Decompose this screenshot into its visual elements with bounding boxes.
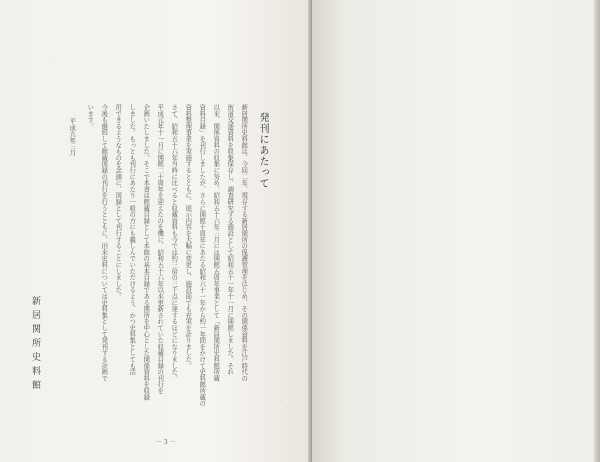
- body-line: しました。もっとも刊行にあたり一般の方にも親しんでいただけるよう、かつ史料集としても活: [128, 104, 136, 375]
- body-line: 企画いたしました。そこで本書は館蔵目録として本館の基本目録である関所を中心とした関係資料を収録: [142, 104, 150, 401]
- page-edge: [594, 0, 600, 462]
- right-page-blank: [312, 0, 600, 462]
- body-line: 資料目録」を刊行しましたが、さらに開館十周年にあたる昭和六十一年から約一年間をかけて史料館所蔵の: [198, 104, 206, 407]
- body-line: 用できるようなものを念頭に、図録として刊行することにしました。: [114, 104, 122, 300]
- signature: 新居関所史料館: [30, 296, 40, 394]
- page-number: － 3 －: [156, 439, 176, 446]
- body-line: います。: [86, 104, 94, 130]
- body-line: 資料整理事業を実施するとともに、展示内容を大幅に変更し、施設面でも充実を計りました。: [184, 104, 192, 369]
- page-title: 発刊にあたって: [257, 112, 268, 189]
- body-line: 平成元年十一月に開館二十周年を迎えたのを機に、昭和五十六年以来更新されていた収蔵目録の刊行を: [156, 104, 164, 394]
- body-line: さて、昭和五十六年当時に比べると収蔵資料も今では約三倍の三千点に達するほどになりました。: [170, 104, 178, 382]
- body-line: 今後も継続して館蔵図録の刊行を行うとともに、旧来史料については史料集として発刊する計画で: [100, 104, 108, 382]
- body-line: 新居関所史料館は、今回二年、現存する新居関所の保護管理をはじめ、その関係資料を江戸時代の: [240, 104, 248, 382]
- body-line: 街道交通資料を収集保存し、調査研究する施設として昭和五十一年十一月に開館しました。それ: [226, 104, 234, 375]
- body-line: 以来、関係資料の収集に努め、昭和五十六年三月には開館五周年事業として「新居関所史料館所蔵: [212, 104, 220, 382]
- date-line: 平成九年三月: [68, 118, 76, 156]
